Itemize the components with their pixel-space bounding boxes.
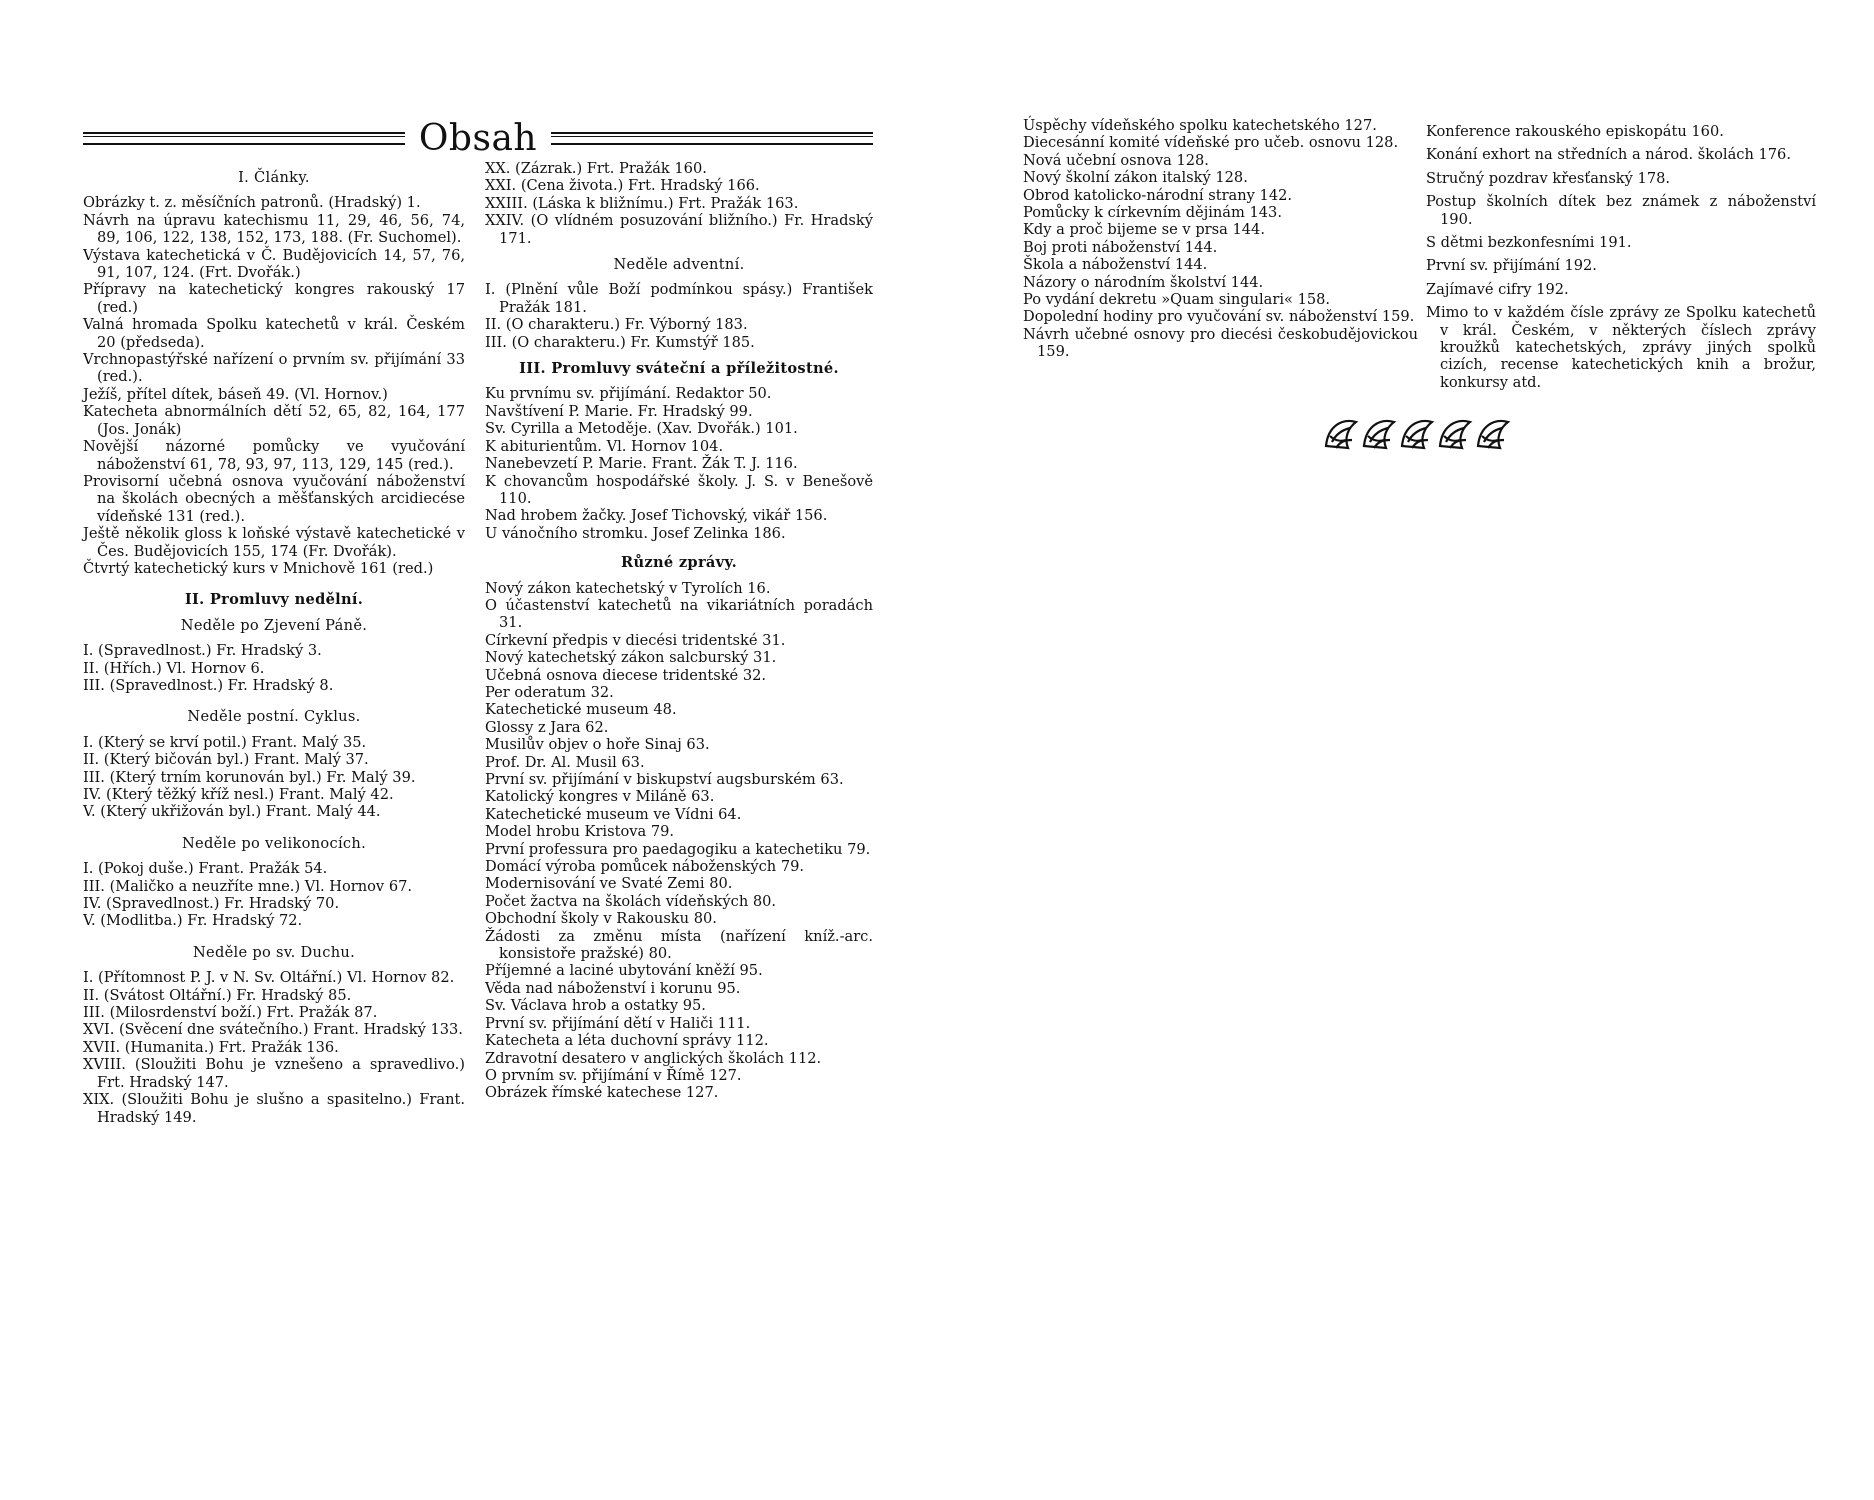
section-heading-clanky: I. Články. bbox=[238, 169, 310, 186]
entry-list bbox=[485, 385, 873, 542]
entry-list bbox=[1023, 117, 1418, 361]
index-entry: Nová učební osnova 128. bbox=[1023, 151, 1209, 169]
index-entry: Pomůcky k církevním dějinám 143. bbox=[1023, 204, 1282, 222]
index-entry: Věda nad náboženství i korunu 95. bbox=[485, 979, 741, 997]
index-entry: Katecheta abnormálních dětí 52, 65, 82, 164, 177 (Jos. Jonák) bbox=[83, 403, 465, 438]
section-heading-ruzne-zpravy: Různé zprávy. bbox=[621, 554, 737, 572]
index-entry: I. (Spravedlnost.) Fr. Hradský 3. bbox=[83, 642, 322, 660]
index-entry: Glossy z Jara 62. bbox=[485, 718, 609, 736]
entry-list bbox=[485, 160, 873, 247]
subheading-zjeveni: Neděle po Zjevení Páně. bbox=[180, 616, 368, 634]
subheading-adventni: Neděle adventní. bbox=[613, 256, 745, 274]
entry-list bbox=[1426, 123, 1816, 391]
index-entry: Boj proti náboženství 144. bbox=[1023, 238, 1218, 256]
index-entry: S dětmi bezkonfesními 191. bbox=[1426, 234, 1632, 252]
index-entry: Nový školní zákon italský 128. bbox=[1023, 169, 1248, 187]
index-entry: Zdravotní desatero v anglických školách 112. bbox=[485, 1049, 822, 1067]
column-3 bbox=[1023, 117, 1418, 361]
index-entry: Provisorní učebná osnova vyučování náboženství na školách obecných a měšťanských arcidiecése vídeňské 131 (red.). bbox=[83, 472, 465, 525]
index-entry: Ku prvnímu sv. přijímání. Redaktor 50. bbox=[485, 385, 772, 403]
index-entry: XXIII. (Láska k bližnímu.) Frt. Pražák 163. bbox=[485, 194, 799, 212]
index-entry: Navštívení P. Marie. Fr. Hradský 99. bbox=[485, 402, 753, 420]
index-entry: II. (O charakteru.) Fr. Výborný 183. bbox=[485, 316, 748, 334]
index-entry: O prvním sv. přijímání v Římě 127. bbox=[485, 1066, 742, 1084]
index-entry: U vánočního stromku. Josef Zelinka 186. bbox=[485, 524, 786, 542]
index-entry: I. (Pokoj duše.) Frant. Pražák 54. bbox=[83, 860, 328, 878]
index-entry: III. (O charakteru.) Fr. Kumstýř 185. bbox=[485, 333, 755, 351]
index-entry: První sv. přijímání 192. bbox=[1426, 257, 1597, 275]
index-entry: K chovancům hospodářské školy. J. S. v Benešově 110. bbox=[485, 472, 873, 507]
index-entry: IV. (Který těžký kříž nesl.) Frant. Malý 42. bbox=[83, 786, 394, 803]
index-entry: Dopolední hodiny pro vyučování sv. náboženství 159. bbox=[1023, 308, 1415, 326]
index-entry: XVIII. (Sloužiti Bohu je vznešeno a spravedlivo.) Frt. Hradský 147. bbox=[83, 1056, 465, 1091]
column-2 bbox=[485, 160, 873, 1102]
entry-list bbox=[83, 642, 465, 694]
index-entry: Žádosti za změnu místa (nařízení kníž.-arc. konsistoře pražské) 80. bbox=[485, 927, 873, 963]
index-entry: Katechetické museum ve Vídni 64. bbox=[485, 805, 742, 823]
index-entry: Obrod katolicko-národní strany 142. bbox=[1023, 186, 1293, 204]
index-entry: Konference rakouského episkopátu 160. bbox=[1426, 123, 1724, 140]
index-entry: I. (Přítomnost P. J. v N. Sv. Oltářní.) Vl. Hornov 82. bbox=[83, 969, 455, 987]
index-entry: Domácí výroba pomůcek náboženských 79. bbox=[485, 858, 805, 876]
entry-list bbox=[83, 969, 465, 1126]
entry-list bbox=[83, 860, 465, 930]
index-entry: I. (Který se krví potil.) Frant. Malý 35. bbox=[83, 733, 367, 751]
index-entry: Počet žactva na školách vídeňských 80. bbox=[485, 892, 777, 910]
index-entry: Obchodní školy v Rakousku 80. bbox=[485, 910, 717, 928]
index-entry: XIX. (Sloužiti Bohu je slušno a spasitelno.) Frant. Hradský 149. bbox=[83, 1091, 465, 1126]
index-entry: II. (Který bičován byl.) Frant. Malý 37. bbox=[83, 751, 369, 769]
index-entry: Katechetické museum 48. bbox=[485, 701, 677, 719]
index-entry: Katecheta a léta duchovní správy 112. bbox=[485, 1032, 769, 1050]
section-heading-promluvy-nedelni: II. Promluvy nedělní. bbox=[184, 591, 364, 609]
index-entry: Model hrobu Kristova 79. bbox=[485, 823, 675, 841]
index-entry: Obrázek římské katechese 127. bbox=[485, 1084, 719, 1102]
section-heading-svatecni: III. Promluvy sváteční a příležitostné. bbox=[519, 360, 839, 378]
index-entry: O účastenství katechetů na vikariátních poradách 31. bbox=[485, 596, 873, 632]
index-entry: Kdy a proč bijeme se v prsa 144. bbox=[1023, 221, 1265, 239]
index-entry: Katolický kongres v Miláně 63. bbox=[485, 788, 715, 806]
index-entry: Návrh na úpravu katechismu 11, 29, 46, 56, 74, 89, 106, 122, 138, 152, 173, 188. (Fr. Suchomel). bbox=[83, 211, 465, 247]
index-entry: První sv. přijímání dětí v Haliči 111. bbox=[485, 1014, 751, 1032]
index-entry: II. (Hřích.) Vl. Hornov 6. bbox=[83, 659, 265, 677]
index-entry: Čtvrtý katechetický kurs v Mnichově 161 (red.) bbox=[83, 559, 434, 577]
index-entry: V. (Který ukřižován byl.) Frant. Malý 44. bbox=[83, 803, 381, 821]
index-entry: Novější názorné pomůcky ve vyučování náboženství 61, 78, 93, 97, 113, 129, 145 (red.). bbox=[83, 438, 465, 473]
index-entry: Názory o národním školství 144. bbox=[1023, 273, 1264, 291]
entry-list bbox=[83, 194, 465, 577]
index-entry: Ježíš, přítel dítek, báseň 49. (Vl. Hornov.) bbox=[83, 385, 388, 403]
index-entry: III. (Který trním korunován byl.) Fr. Malý 39. bbox=[83, 768, 416, 786]
index-entry: Sv. Cyrilla a Metoděje. (Xav. Dvořák.) 101. bbox=[485, 420, 798, 438]
title-bar bbox=[83, 118, 873, 158]
index-entry: Po vydání dekretu »Quam singulari« 158. bbox=[1023, 291, 1331, 309]
floral-ornament-icon bbox=[1322, 412, 1517, 452]
index-entry: Nanebevzetí P. Marie. Frant. Žák T. J. 116. bbox=[485, 455, 798, 473]
index-entry: K abiturientům. Vl. Hornov 104. bbox=[485, 437, 724, 455]
index-entry: Návrh učebné osnovy pro diecési českobudějovickou 159. bbox=[1023, 325, 1418, 361]
entry-list bbox=[485, 281, 873, 351]
index-entry: Diecesánní komité vídeňské pro učeb. osnovu 128. bbox=[1023, 134, 1399, 152]
index-entry: Výstava katechetická v Č. Budějovicích 14, 57, 76, 91, 107, 124. (Frt. Dvořák.) bbox=[83, 246, 465, 282]
index-entry: První professura pro paedagogiku a katechetiku 79. bbox=[485, 840, 871, 858]
index-entry: XXIV. (O vlídném posuzování bližního.) Fr. Hradský 171. bbox=[485, 212, 873, 247]
index-entry: Škola a náboženství 144. bbox=[1023, 256, 1208, 274]
index-entry: Církevní předpis v diecési tridentské 31. bbox=[485, 631, 786, 649]
index-entry: I. (Plnění vůle Boží podmínkou spásy.) František Pražák 181. bbox=[485, 281, 873, 316]
subheading-velikonoce: Neděle po velikonocích. bbox=[181, 834, 367, 852]
index-entry: První sv. přijímání v biskupství augsburském 63. bbox=[485, 771, 844, 788]
subheading-sv-duch: Neděle po sv. Duchu. bbox=[192, 943, 356, 961]
subheading-postni: Neděle postní. Cyklus. bbox=[187, 708, 361, 726]
index-entry: V. (Modlitba.) Fr. Hradský 72. bbox=[83, 912, 303, 930]
title-rule-right bbox=[551, 132, 873, 145]
entry-list bbox=[83, 734, 465, 821]
column-4 bbox=[1426, 117, 1816, 391]
index-entry: Konání exhort na středních a národ. školách 176. bbox=[1426, 146, 1791, 164]
index-entry: Postup školních dítek bez známek z náboženství 190. bbox=[1426, 193, 1816, 228]
page-title: Obsah bbox=[418, 117, 538, 159]
index-entry: III. (Milosrdenství boží.) Frt. Pražák 87. bbox=[83, 1004, 378, 1022]
index-entry: Učebná osnova diecese tridentské 32. bbox=[485, 666, 767, 684]
index-entry: Modernisování ve Svaté Zemi 80. bbox=[485, 875, 733, 893]
index-entry: Obrázky t. z. měsíčních patronů. (Hradský) 1. bbox=[83, 194, 421, 212]
index-entry: XXI. (Cena života.) Frt. Hradský 166. bbox=[485, 177, 760, 195]
index-entry: Přípravy na katechetický kongres rakouský 17 (red.) bbox=[83, 281, 465, 316]
index-entry: Valná hromada Spolku katechetů v král. Českém 20 (předseda). bbox=[83, 316, 465, 351]
index-entry: II. (Svátost Oltářní.) Fr. Hradský 85. bbox=[83, 986, 352, 1004]
index-entry: XX. (Zázrak.) Frt. Pražák 160. bbox=[485, 160, 707, 177]
entry-list bbox=[485, 580, 873, 1102]
index-entry: Sv. Václava hrob a ostatky 95. bbox=[485, 997, 706, 1015]
index-entry: XVI. (Svěcení dne svátečního.) Frant. Hradský 133. bbox=[83, 1021, 463, 1039]
index-entry: Vrchnopastýřské nařízení o prvním sv. přijímání 33 (red.). bbox=[83, 351, 465, 386]
title-rule-left bbox=[83, 132, 405, 145]
index-entry: Nový zákon katechetský v Tyrolích 16. bbox=[485, 579, 771, 597]
column-1 bbox=[83, 160, 465, 1126]
index-entry: Stručný pozdrav křesťanský 178. bbox=[1426, 169, 1671, 187]
index-entry: Prof. Dr. Al. Musil 63. bbox=[485, 753, 645, 771]
index-entry: Úspěchy vídeňského spolku katechetského 127. bbox=[1023, 117, 1377, 134]
index-entry: Nad hrobem žačky. Josef Tichovský, vikář 156. bbox=[485, 507, 828, 525]
index-entry: Mimo to v každém čísle zprávy ze Spolku katechetů v král. Českém, v některých číslech zprávy kroužků katechetských, zprávy jiných spolků cizích, recense katechetických knih a brožur, konkursy atd. bbox=[1426, 304, 1816, 391]
index-entry: XVII. (Humanita.) Frt. Pražák 136. bbox=[83, 1038, 339, 1056]
index-entry: Musilův objev o hoře Sinaj 63. bbox=[485, 736, 710, 754]
index-entry: Per oderatum 32. bbox=[485, 683, 614, 701]
index-entry: III. (Spravedlnost.) Fr. Hradský 8. bbox=[83, 676, 334, 694]
index-entry: Příjemné a laciné ubytování kněží 95. bbox=[485, 962, 763, 980]
index-entry: Ještě několik gloss k loňské výstavě katechetické v Čes. Budějovicích 155, 174 (Fr. Dvořák). bbox=[83, 525, 465, 560]
index-entry: Zajímavé cifry 192. bbox=[1426, 280, 1569, 298]
index-entry: IV. (Spravedlnost.) Fr. Hradský 70. bbox=[83, 895, 340, 913]
index-entry: Nový katechetský zákon salcburský 31. bbox=[485, 649, 777, 667]
index-entry: III. (Maličko a neuzříte mne.) Vl. Hornov 67. bbox=[83, 877, 413, 895]
